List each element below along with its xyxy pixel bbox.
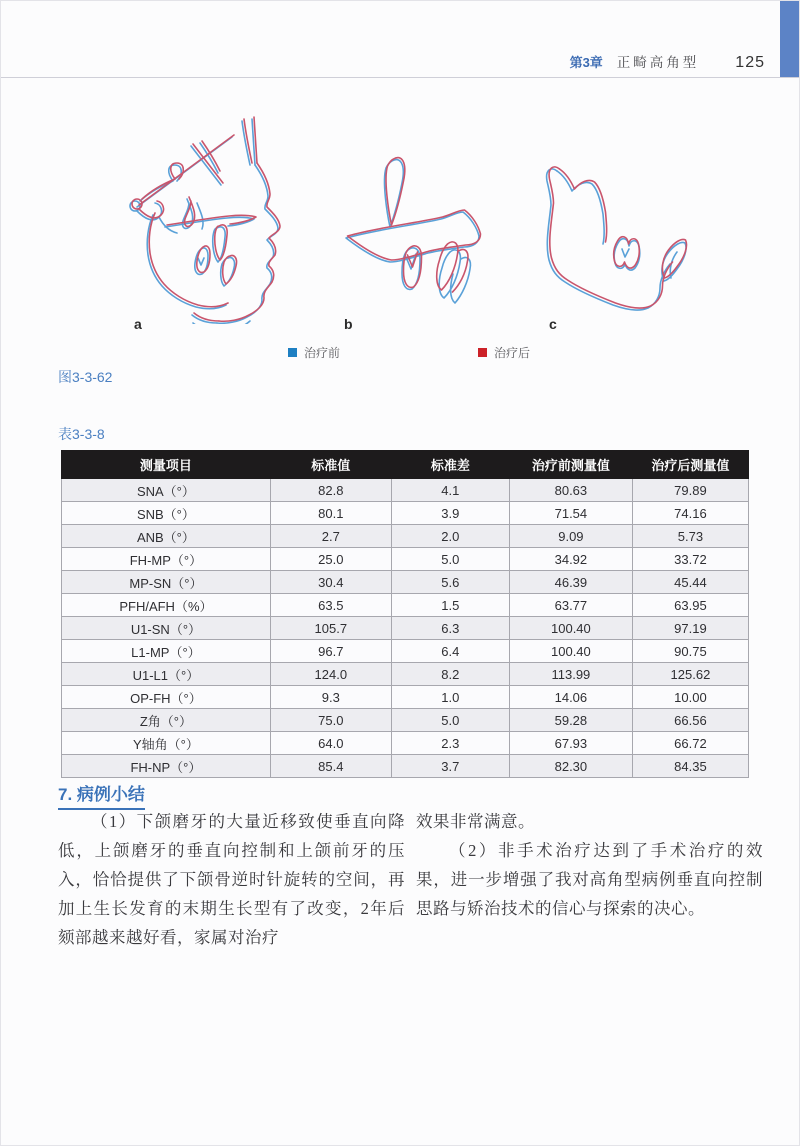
table-cell: 74.16 xyxy=(632,502,748,525)
paragraph-1: （1）下颌磨牙的大量近移致使垂直向降低，上颌磨牙的垂直向控制和上颌前牙的压入，恰恰提供了下颌骨逆时针旋转的空间，再加上生长发育的末期生长型有了改变，2年后颏部越来越好看，家属对治疗 xyxy=(58,812,405,947)
table-cell: 30.4 xyxy=(270,571,391,594)
col-header-pre-treatment: 治疗前测量值 xyxy=(509,451,632,479)
table-cell: 80.63 xyxy=(509,479,632,502)
table-cell: 66.72 xyxy=(632,732,748,755)
table-cell: 79.89 xyxy=(632,479,748,502)
table-cell: 63.77 xyxy=(509,594,632,617)
table-cell: 4.1 xyxy=(391,479,509,502)
chapter-number: 第3章 xyxy=(569,55,603,70)
after-color-swatch xyxy=(478,348,487,357)
table-caption: 表3-3-8 xyxy=(58,426,105,442)
table-cell: 3.9 xyxy=(391,502,509,525)
panel-label-b: b xyxy=(344,316,353,332)
table-cell: 100.40 xyxy=(509,617,632,640)
table-cell: OP-FH（°） xyxy=(62,686,271,709)
table-body xyxy=(62,479,749,778)
table-cell: 124.0 xyxy=(270,663,391,686)
table-row xyxy=(62,548,749,571)
figure-caption: 图3-3-62 xyxy=(58,369,113,385)
table-cell: 2.3 xyxy=(391,732,509,755)
table-row xyxy=(62,732,749,755)
legend-after-label: 治疗后 xyxy=(494,346,531,360)
table-cell: SNB（°） xyxy=(62,502,271,525)
ceph-tracing-a xyxy=(101,109,321,324)
table-cell: 105.7 xyxy=(270,617,391,640)
table-cell: 25.0 xyxy=(270,548,391,571)
table-cell: 85.4 xyxy=(270,755,391,778)
table-cell: 10.00 xyxy=(632,686,748,709)
table-row xyxy=(62,594,749,617)
section-heading: 7. 病例小结 xyxy=(58,780,145,810)
table-cell: 1.5 xyxy=(391,594,509,617)
table-cell: 63.5 xyxy=(270,594,391,617)
header-accent-block xyxy=(780,1,799,78)
body-column-right xyxy=(416,807,763,923)
table-cell: MP-SN（°） xyxy=(62,571,271,594)
table-cell: 33.72 xyxy=(632,548,748,571)
table-cell: U1-SN（°） xyxy=(62,617,271,640)
table-row xyxy=(62,686,749,709)
before-color-swatch xyxy=(288,348,297,357)
col-header-standard-value: 标准值 xyxy=(270,451,391,479)
table-cell: 97.19 xyxy=(632,617,748,640)
table-cell: 3.7 xyxy=(391,755,509,778)
table-cell: 2.7 xyxy=(270,525,391,548)
body-column-left xyxy=(58,807,405,952)
table-cell: PFH/AFH（%） xyxy=(62,594,271,617)
table-cell: 96.7 xyxy=(270,640,391,663)
table-cell: 71.54 xyxy=(509,502,632,525)
table-row xyxy=(62,571,749,594)
table-cell: 1.0 xyxy=(391,686,509,709)
table-cell: 90.75 xyxy=(632,640,748,663)
paragraph-1-continued: 效果非常满意。 xyxy=(416,812,535,831)
page-header xyxy=(570,51,765,72)
table-cell: FH-MP（°） xyxy=(62,548,271,571)
measurement-table xyxy=(61,450,749,778)
table-cell: 75.0 xyxy=(270,709,391,732)
legend-before xyxy=(288,344,340,361)
table-cell: 34.92 xyxy=(509,548,632,571)
table-cell: 6.4 xyxy=(391,640,509,663)
table-row xyxy=(62,617,749,640)
table-header-row xyxy=(62,451,749,479)
legend-before-label: 治疗前 xyxy=(304,346,341,360)
table-row xyxy=(62,640,749,663)
table-cell: Z角（°） xyxy=(62,709,271,732)
table-cell: 5.73 xyxy=(632,525,748,548)
table-row xyxy=(62,755,749,778)
table-cell: 9.3 xyxy=(270,686,391,709)
maxilla-tracing-b xyxy=(331,141,511,313)
table-cell: 125.62 xyxy=(632,663,748,686)
mandible-tracing-c xyxy=(521,151,721,316)
table-row xyxy=(62,709,749,732)
table-cell: 80.1 xyxy=(270,502,391,525)
chapter-title: 正畸高角型 xyxy=(616,55,700,70)
legend-after xyxy=(478,344,530,361)
col-header-post-treatment: 治疗后测量值 xyxy=(632,451,748,479)
table-cell: 100.40 xyxy=(509,640,632,663)
col-header-standard-deviation: 标准差 xyxy=(391,451,509,479)
table-cell: Y轴角（°） xyxy=(62,732,271,755)
table-cell: L1-MP（°） xyxy=(62,640,271,663)
table-row xyxy=(62,479,749,502)
table-cell: FH-NP（°） xyxy=(62,755,271,778)
table-cell: 9.09 xyxy=(509,525,632,548)
table-row xyxy=(62,502,749,525)
page-number: 125 xyxy=(735,54,765,71)
table-cell: 66.56 xyxy=(632,709,748,732)
table-cell: 6.3 xyxy=(391,617,509,640)
panel-label-c: c xyxy=(549,316,557,332)
table-cell: 8.2 xyxy=(391,663,509,686)
table-cell: 59.28 xyxy=(509,709,632,732)
paragraph-2: （2）非手术治疗达到了手术治疗的效果，进一步增强了我对高角型病例垂直向控制思路与矫治技术的信心与探索的决心。 xyxy=(416,841,763,918)
table-cell: SNA（°） xyxy=(62,479,271,502)
table-cell: U1-L1（°） xyxy=(62,663,271,686)
table-cell: 5.0 xyxy=(391,709,509,732)
table-cell: 46.39 xyxy=(509,571,632,594)
table-cell: 5.0 xyxy=(391,548,509,571)
table-cell: 45.44 xyxy=(632,571,748,594)
table-row xyxy=(62,663,749,686)
table-cell: 82.30 xyxy=(509,755,632,778)
table-cell: 5.6 xyxy=(391,571,509,594)
col-header-item: 测量项目 xyxy=(62,451,271,479)
header-divider xyxy=(1,77,799,78)
table-cell: 84.35 xyxy=(632,755,748,778)
table-cell: 14.06 xyxy=(509,686,632,709)
table-cell: 82.8 xyxy=(270,479,391,502)
table-cell: 2.0 xyxy=(391,525,509,548)
table-cell: 67.93 xyxy=(509,732,632,755)
table-cell: ANB（°） xyxy=(62,525,271,548)
panel-label-a: a xyxy=(134,316,142,332)
table-cell: 113.99 xyxy=(509,663,632,686)
table-row xyxy=(62,525,749,548)
table-cell: 64.0 xyxy=(270,732,391,755)
table-cell: 63.95 xyxy=(632,594,748,617)
